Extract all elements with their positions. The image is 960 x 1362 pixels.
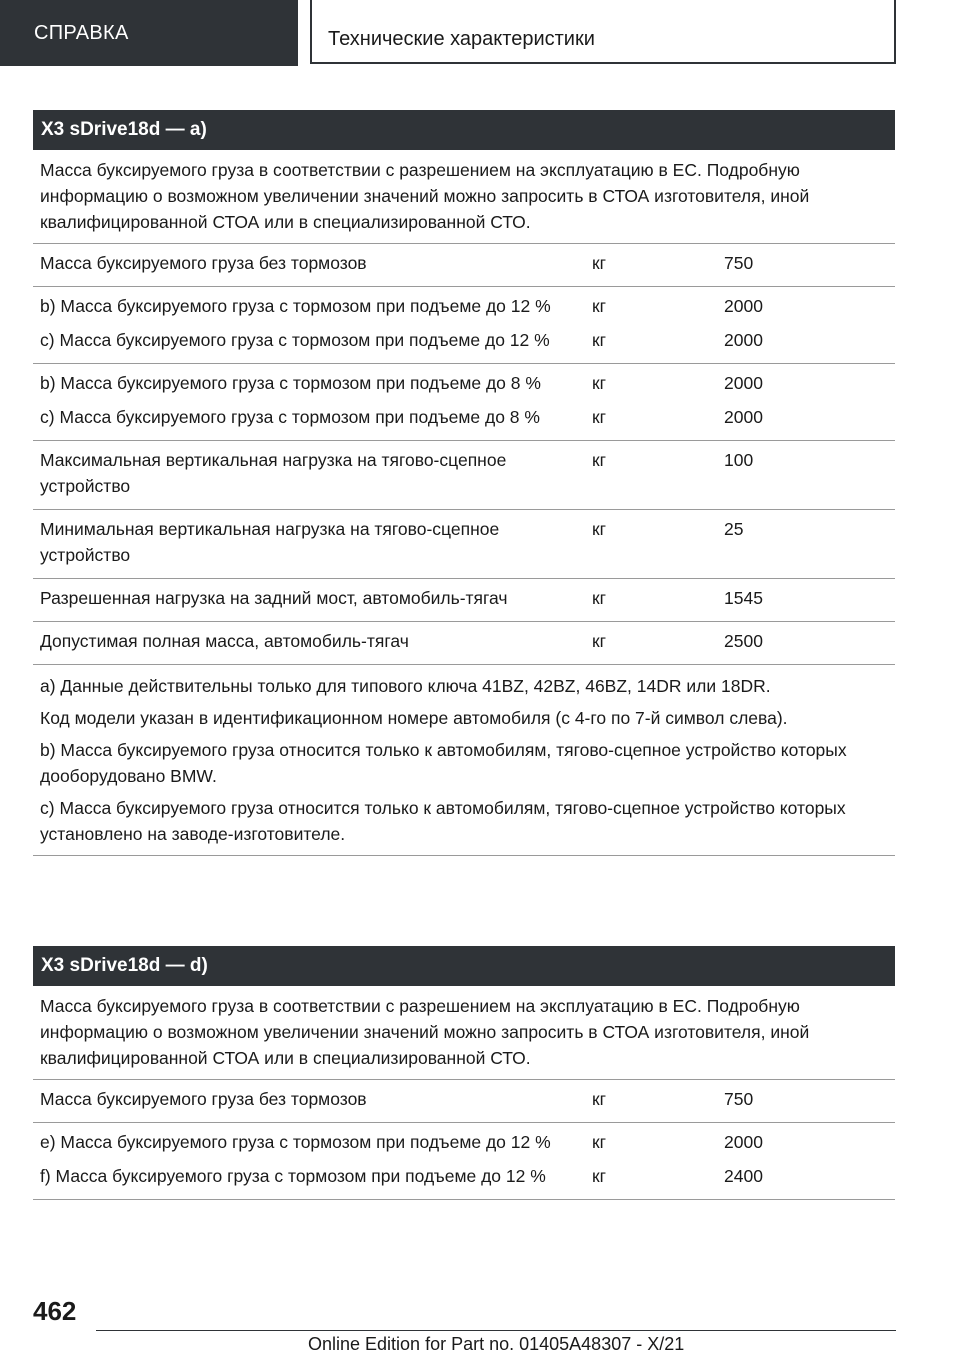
- row-label: Допустимая полная масса, автомобиль-тягач: [40, 631, 409, 651]
- row-label: c) Масса буксируемого груза с тормозом при подъеме до 8 %: [40, 407, 540, 427]
- table-row: [33, 579, 895, 622]
- row-value: 25: [724, 519, 744, 539]
- row-unit: кг: [592, 450, 607, 470]
- edition-info: Online Edition for Part no. 01405A48307 - X/21: [308, 1334, 685, 1354]
- page-number: 462: [33, 1296, 77, 1326]
- section-tab: СПРАВКА: [0, 0, 298, 66]
- table-row: [33, 364, 895, 441]
- row-unit: кг: [592, 373, 607, 393]
- row-unit: кг: [592, 588, 607, 608]
- row-value: 100: [724, 450, 754, 470]
- section-title: X3 sDrive18d — d): [33, 946, 895, 986]
- row-label: Максимальная вертикальная нагрузка на тягово-сцепное устройство: [40, 450, 507, 496]
- row-value: 2400: [724, 1166, 763, 1186]
- footnote: a) Данные действительны только для типового ключа 41BZ, 42BZ, 46BZ, 14DR или 18DR.: [40, 676, 771, 696]
- row-unit: кг: [592, 330, 607, 350]
- section-intro: Масса буксируемого груза в соответствии с разрешением на эксплуатацию в ЕС. Подробную информацию о возможном увеличении значений можно запросить в СТОА изготовителя, иной квалифицированной СТОА или в специализированной СТО.: [33, 150, 895, 244]
- footnote: c) Масса буксируемого груза относится только к автомобилям, тягово-сцепное устройство которых установлено на заводе-изготовителе.: [40, 798, 846, 844]
- row-value: 750: [724, 1089, 754, 1109]
- table-row: [33, 622, 895, 665]
- row-label: b) Масса буксируемого груза с тормозом при подъеме до 8 %: [40, 373, 541, 393]
- table-row: [33, 441, 895, 510]
- row-unit: кг: [592, 407, 607, 427]
- row-label: Разрешенная нагрузка на задний мост, автомобиль-тягач: [40, 588, 508, 608]
- footnotes: [33, 665, 895, 856]
- chapter-title: Технические характеристики: [310, 0, 896, 64]
- row-label: c) Масса буксируемого груза с тормозом при подъеме до 12 %: [40, 330, 550, 350]
- row-value: 2000: [724, 296, 763, 316]
- row-unit: кг: [592, 631, 607, 651]
- row-value: 1545: [724, 588, 763, 608]
- row-value: 750: [724, 253, 754, 273]
- row-label: e) Масса буксируемого груза с тормозом при подъеме до 12 %: [40, 1132, 551, 1152]
- row-value: 2000: [724, 373, 763, 393]
- row-value: 2500: [724, 631, 763, 651]
- table-row: [33, 1123, 895, 1200]
- table-row: [33, 510, 895, 579]
- spec-section-a: [33, 110, 895, 856]
- row-label: Минимальная вертикальная нагрузка на тягово-сцепное устройство: [40, 519, 500, 565]
- table-row: [33, 1080, 895, 1123]
- row-unit: кг: [592, 519, 607, 539]
- row-unit: кг: [592, 1132, 607, 1152]
- row-unit: кг: [592, 296, 607, 316]
- row-label: Масса буксируемого груза без тормозов: [40, 253, 367, 273]
- footnote: b) Масса буксируемого груза относится только к автомобилям, тягово-сцепное устройство которых дооборудовано BMW.: [40, 740, 847, 786]
- row-value: 2000: [724, 1132, 763, 1152]
- row-unit: кг: [592, 1089, 607, 1109]
- section-intro: Масса буксируемого груза в соответствии с разрешением на эксплуатацию в ЕС. Подробную информацию о возможном увеличении значений можно запросить в СТОА изготовителя, иной квалифицированной СТОА или в специализированной СТО.: [33, 986, 895, 1080]
- row-label: Масса буксируемого груза без тормозов: [40, 1089, 367, 1109]
- row-label: b) Масса буксируемого груза с тормозом при подъеме до 12 %: [40, 296, 551, 316]
- table-row: [33, 244, 895, 287]
- table-row: [33, 287, 895, 364]
- footnote: Код модели указан в идентификационном номере автомобиля (с 4-го по 7-й символ слева).: [40, 708, 788, 728]
- spec-section-d: [33, 946, 895, 1200]
- row-value: 2000: [724, 330, 763, 350]
- section-title: X3 sDrive18d — a): [33, 110, 895, 150]
- row-unit: кг: [592, 1166, 607, 1186]
- footer-divider: [96, 1330, 896, 1331]
- page-header: [0, 0, 960, 66]
- row-value: 2000: [724, 407, 763, 427]
- row-label: f) Масса буксируемого груза с тормозом при подъеме до 12 %: [40, 1166, 546, 1186]
- row-unit: кг: [592, 253, 607, 273]
